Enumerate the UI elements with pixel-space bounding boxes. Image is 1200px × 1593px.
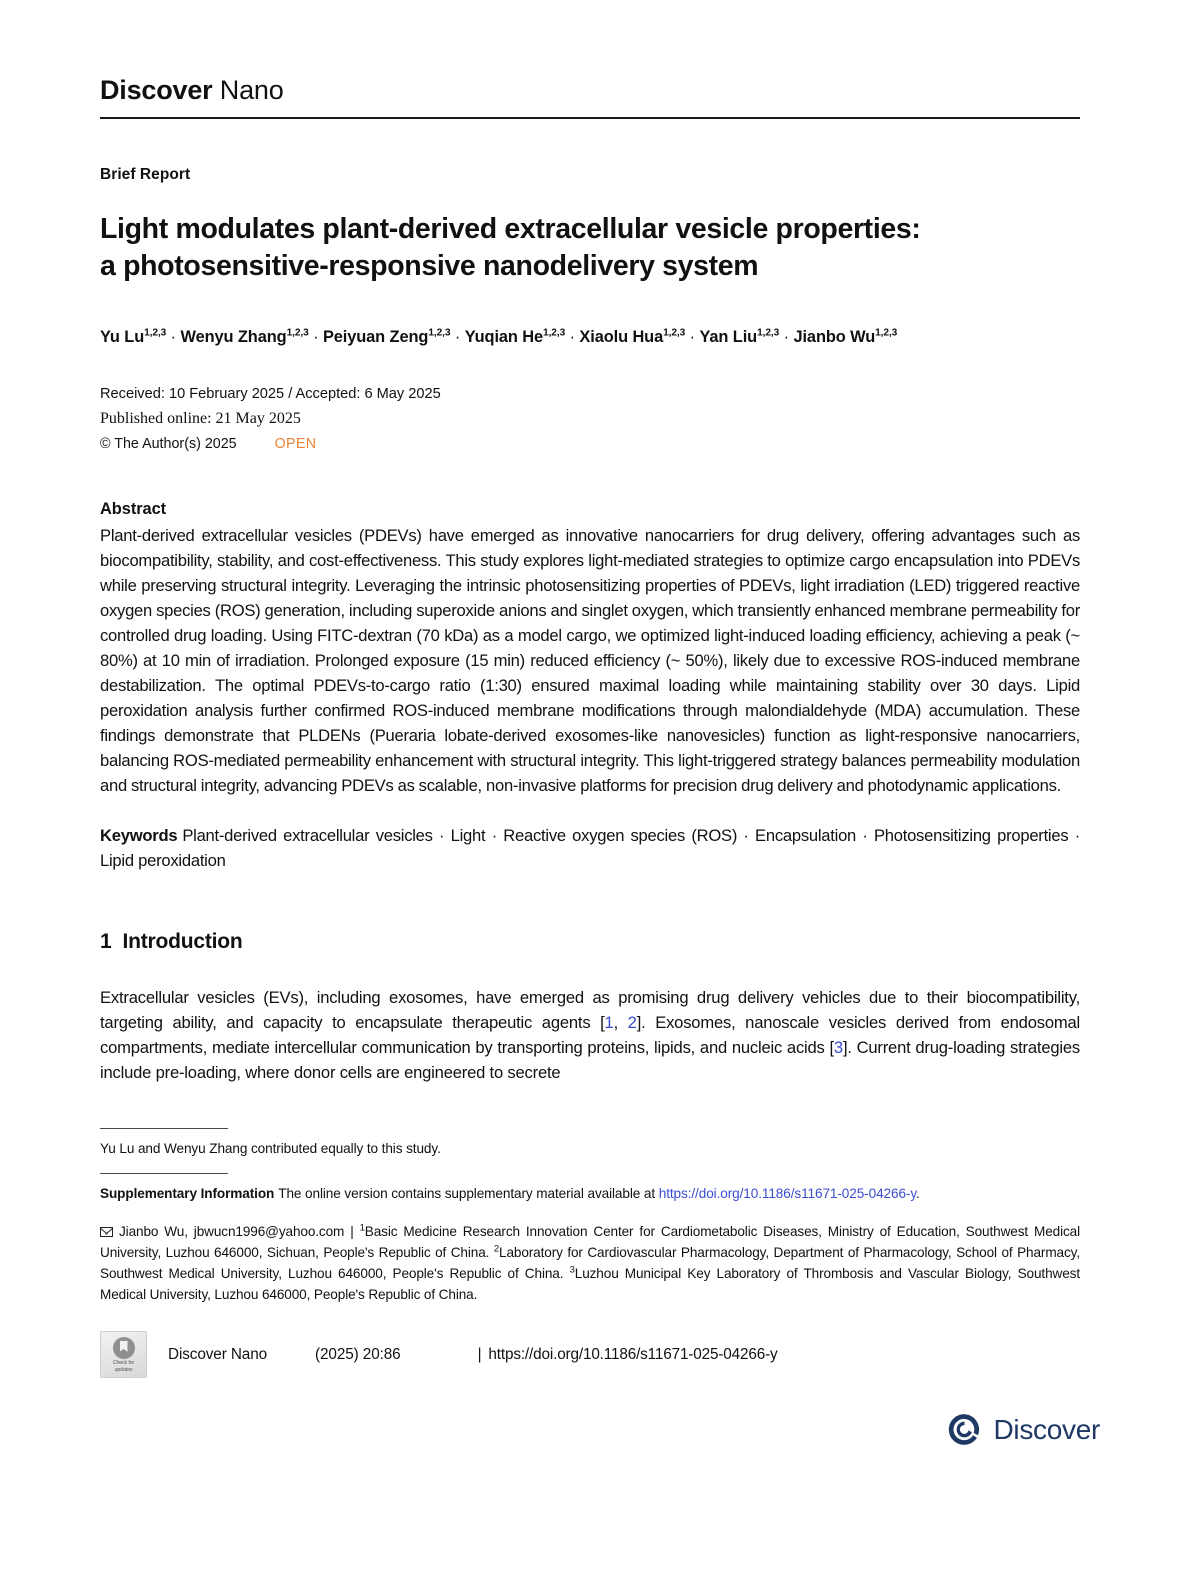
affiliation-3: Luzhou Municipal Key Laboratory of Thrombosis and Vascular Biology, Southwest Medical University, Luzhou 646000, People's Republic of China. — [100, 1265, 1080, 1302]
title-line-1: Light modulates plant-derived extracellular vesicle properties: — [100, 212, 921, 245]
abstract-body: Plant-derived extracellular vesicles (PDEVs) have emerged as innovative nanocarriers for drug delivery, offering advantages such as biocompatibility, stability, and cost-effectiveness. This study explores light-mediated strategies to optimize cargo encapsulation into PDEVs while preserving structural integrity. Leveraging the intrinsic photosensitizing properties of PDEVs, light irradiation (LED) triggered reactive oxygen species (ROS) generation, including superoxide anions and singlet oxygen, which transiently enhanced membrane permeability for controlled drug loading. Using FITC-dextran (70 kDa) as a model cargo, we optimized light-induced loading efficiency, achieving a peak (~ 80%) at 10 min of irradiation. Prolonged exposure (15 min) reduced efficiency (~ 50%), likely due to excessive ROS-induced membrane destabilization. The optimal PDEVs-to-cargo ratio (1:30) ensured maximal loading while maintaining stability over 30 days. Lipid peroxidation analysis further confirmed ROS-induced membrane modifications through malondialdehyde (MDA) accumulation. These findings demonstrate that PLDENs (Pueraria lobate-derived exosomes-like nanovesicles) function as light-responsive nanocarriers, balancing ROS-mediated permeability enhancement with structural integrity. This light-triggered strategy balances permeability modulation and structural integrity, advancing PDEVs as scalable, non-invasive platforms for precision drug delivery and photodynamic applications. — [100, 526, 1080, 796]
intro-text-part-1: Extracellular vesicles (EVs), including exosomes, have emerged as promising drug delivery vehicles due to their biocompatibility, targeting ability, and capacity to encapsulate therapeutic agents [ — [100, 987, 1080, 1033]
intro-text-part-3: ]. Current drug-loading strategies include pre-loading, where donor cells are engineered to secrete — [100, 1038, 1080, 1083]
footer-journal-name: Discover Nano — [168, 1345, 268, 1363]
abstract-heading: Abstract — [100, 500, 167, 519]
keywords-text: Plant-derived extracellular vesicles · Light · Reactive oxygen species (ROS) · Encapsulation · Photosensitizing properties · Lipid peroxidation — [100, 826, 1080, 870]
section-title: Introduction — [122, 929, 243, 953]
intro-text-part-2: ]. Exosomes, nanoscale vesicles derived from endosomal compartments, mediate intercellular communication by transporting proteins, lipids, and nucleic acids [ — [100, 1013, 1080, 1058]
author-affiliation-marker: 1,2,3 — [144, 327, 167, 339]
author-affiliation-marker: 1,2,3 — [663, 327, 686, 339]
masthead-divider — [100, 117, 1080, 119]
published-online-line: Published online: 21 May 2025 — [100, 410, 301, 428]
masthead-brand-light: Nano — [212, 75, 284, 105]
author-separator: · — [308, 327, 323, 346]
page-title — [100, 211, 1000, 286]
author-affiliation-marker: 1,2,3 — [757, 327, 780, 339]
section-heading-introduction — [100, 930, 1080, 954]
footer-doi-separator: | — [477, 1345, 482, 1363]
affiliation-2: Laboratory for Cardiovascular Pharmacology, Department of Pharmacology, School of Pharmacy, Southwest Medical University, Luzhou 646000, People's Republic of China. — [100, 1245, 1080, 1281]
author-affiliation-marker: 1,2,3 — [286, 327, 309, 339]
crossmark-label-line-2: updates — [114, 1366, 133, 1373]
author-name: Yu Lu — [100, 327, 145, 346]
footer-doi-text: https://doi.org/10.1186/s11671-025-04266-y — [488, 1345, 778, 1363]
author-separator: · — [779, 327, 794, 346]
masthead-brand-bold: Discover — [100, 75, 213, 105]
check-for-updates-badge[interactable] — [100, 1331, 147, 1378]
supplementary-information-note — [100, 1184, 1080, 1204]
introduction-paragraph — [100, 985, 1080, 1086]
discover-logo-wordmark: Discover — [993, 1413, 1100, 1445]
author-name: Wenyu Zhang — [180, 327, 287, 346]
discover-logo-mark — [947, 1412, 982, 1447]
publication-dates — [100, 383, 1080, 457]
supplementary-label: Supplementary Information — [100, 1185, 275, 1201]
abstract-section — [100, 500, 1080, 799]
author-separator: · — [565, 327, 580, 346]
footer-doi — [478, 1346, 778, 1364]
supplementary-period: . — [916, 1185, 920, 1201]
author-name: Yuqian He — [464, 327, 544, 346]
crossmark-icon — [113, 1337, 135, 1359]
supplementary-text: The online version contains supplementary material available at — [278, 1185, 659, 1201]
journal-masthead — [100, 0, 1080, 106]
footer-issue: (2025) 20:86 — [315, 1345, 401, 1363]
section-number: 1 — [100, 929, 112, 953]
affiliation-1: Basic Medicine Research Innovation Center for Cardiometabolic Diseases, Ministry of Education, Southwest Medical University, Luzhou 646000, Sichuan, People's Republic of China. — [100, 1224, 1080, 1261]
affiliation-marker-1: 1 — [359, 1222, 365, 1234]
envelope-icon — [100, 1227, 113, 1237]
author-affiliation-marker: 1,2,3 — [875, 327, 898, 339]
affiliations-note — [100, 1222, 1080, 1306]
crossmark-label-line-1: Check for — [112, 1360, 135, 1367]
affiliation-marker-2: 2 — [493, 1243, 500, 1255]
author-affiliation-marker: 1,2,3 — [543, 327, 566, 339]
title-line-2: a photosensitive-responsive nanodelivery system — [100, 250, 759, 283]
discover-logo — [947, 1412, 1100, 1447]
author-name: Yan Liu — [699, 327, 758, 346]
supplementary-doi-link[interactable]: https://doi.org/10.1186/s11671-025-04266-y — [658, 1185, 917, 1201]
author-affiliation-marker: 1,2,3 — [428, 327, 451, 339]
open-access-badge: OPEN — [274, 436, 317, 453]
citation-separator: , — [613, 1013, 628, 1033]
citation-link-3[interactable]: 3 — [833, 1038, 843, 1058]
author-name: Peiyuan Zeng — [322, 327, 429, 346]
footnote-divider-2 — [100, 1173, 228, 1174]
copyright-text: © The Author(s) 2025 — [100, 436, 237, 453]
crossmark-label — [113, 1360, 134, 1373]
author-name: Jianbo Wu — [793, 327, 876, 346]
author-separator: · — [166, 327, 181, 346]
page-content — [100, 0, 1080, 1102]
keywords-section — [100, 824, 1080, 874]
received-accepted-line: Received: 10 February 2025 / Accepted: 6 May 2025 — [100, 385, 441, 402]
author-separator: · — [685, 327, 700, 346]
author-name: Xiaolu Hua — [579, 327, 664, 346]
affiliation-marker-3: 3 — [569, 1264, 575, 1276]
footnotes-section — [100, 1128, 1080, 1306]
keywords-label: Keywords — [100, 826, 178, 846]
citation-link-2[interactable]: 2 — [627, 1013, 637, 1033]
citation-link-1[interactable]: 1 — [604, 1013, 614, 1033]
corresponding-author: Jianbo Wu, jbwucn1996@yahoo.com | — [119, 1224, 360, 1240]
author-list — [100, 326, 1080, 350]
equal-contribution-note: Yu Lu and Wenyu Zhang contributed equally to this study. — [100, 1141, 441, 1156]
footnote-divider-1 — [100, 1128, 228, 1129]
copyright-row — [100, 433, 1080, 456]
author-separator: · — [450, 327, 465, 346]
journal-footer — [100, 1331, 1080, 1378]
article-type-label: Brief Report — [100, 165, 191, 183]
